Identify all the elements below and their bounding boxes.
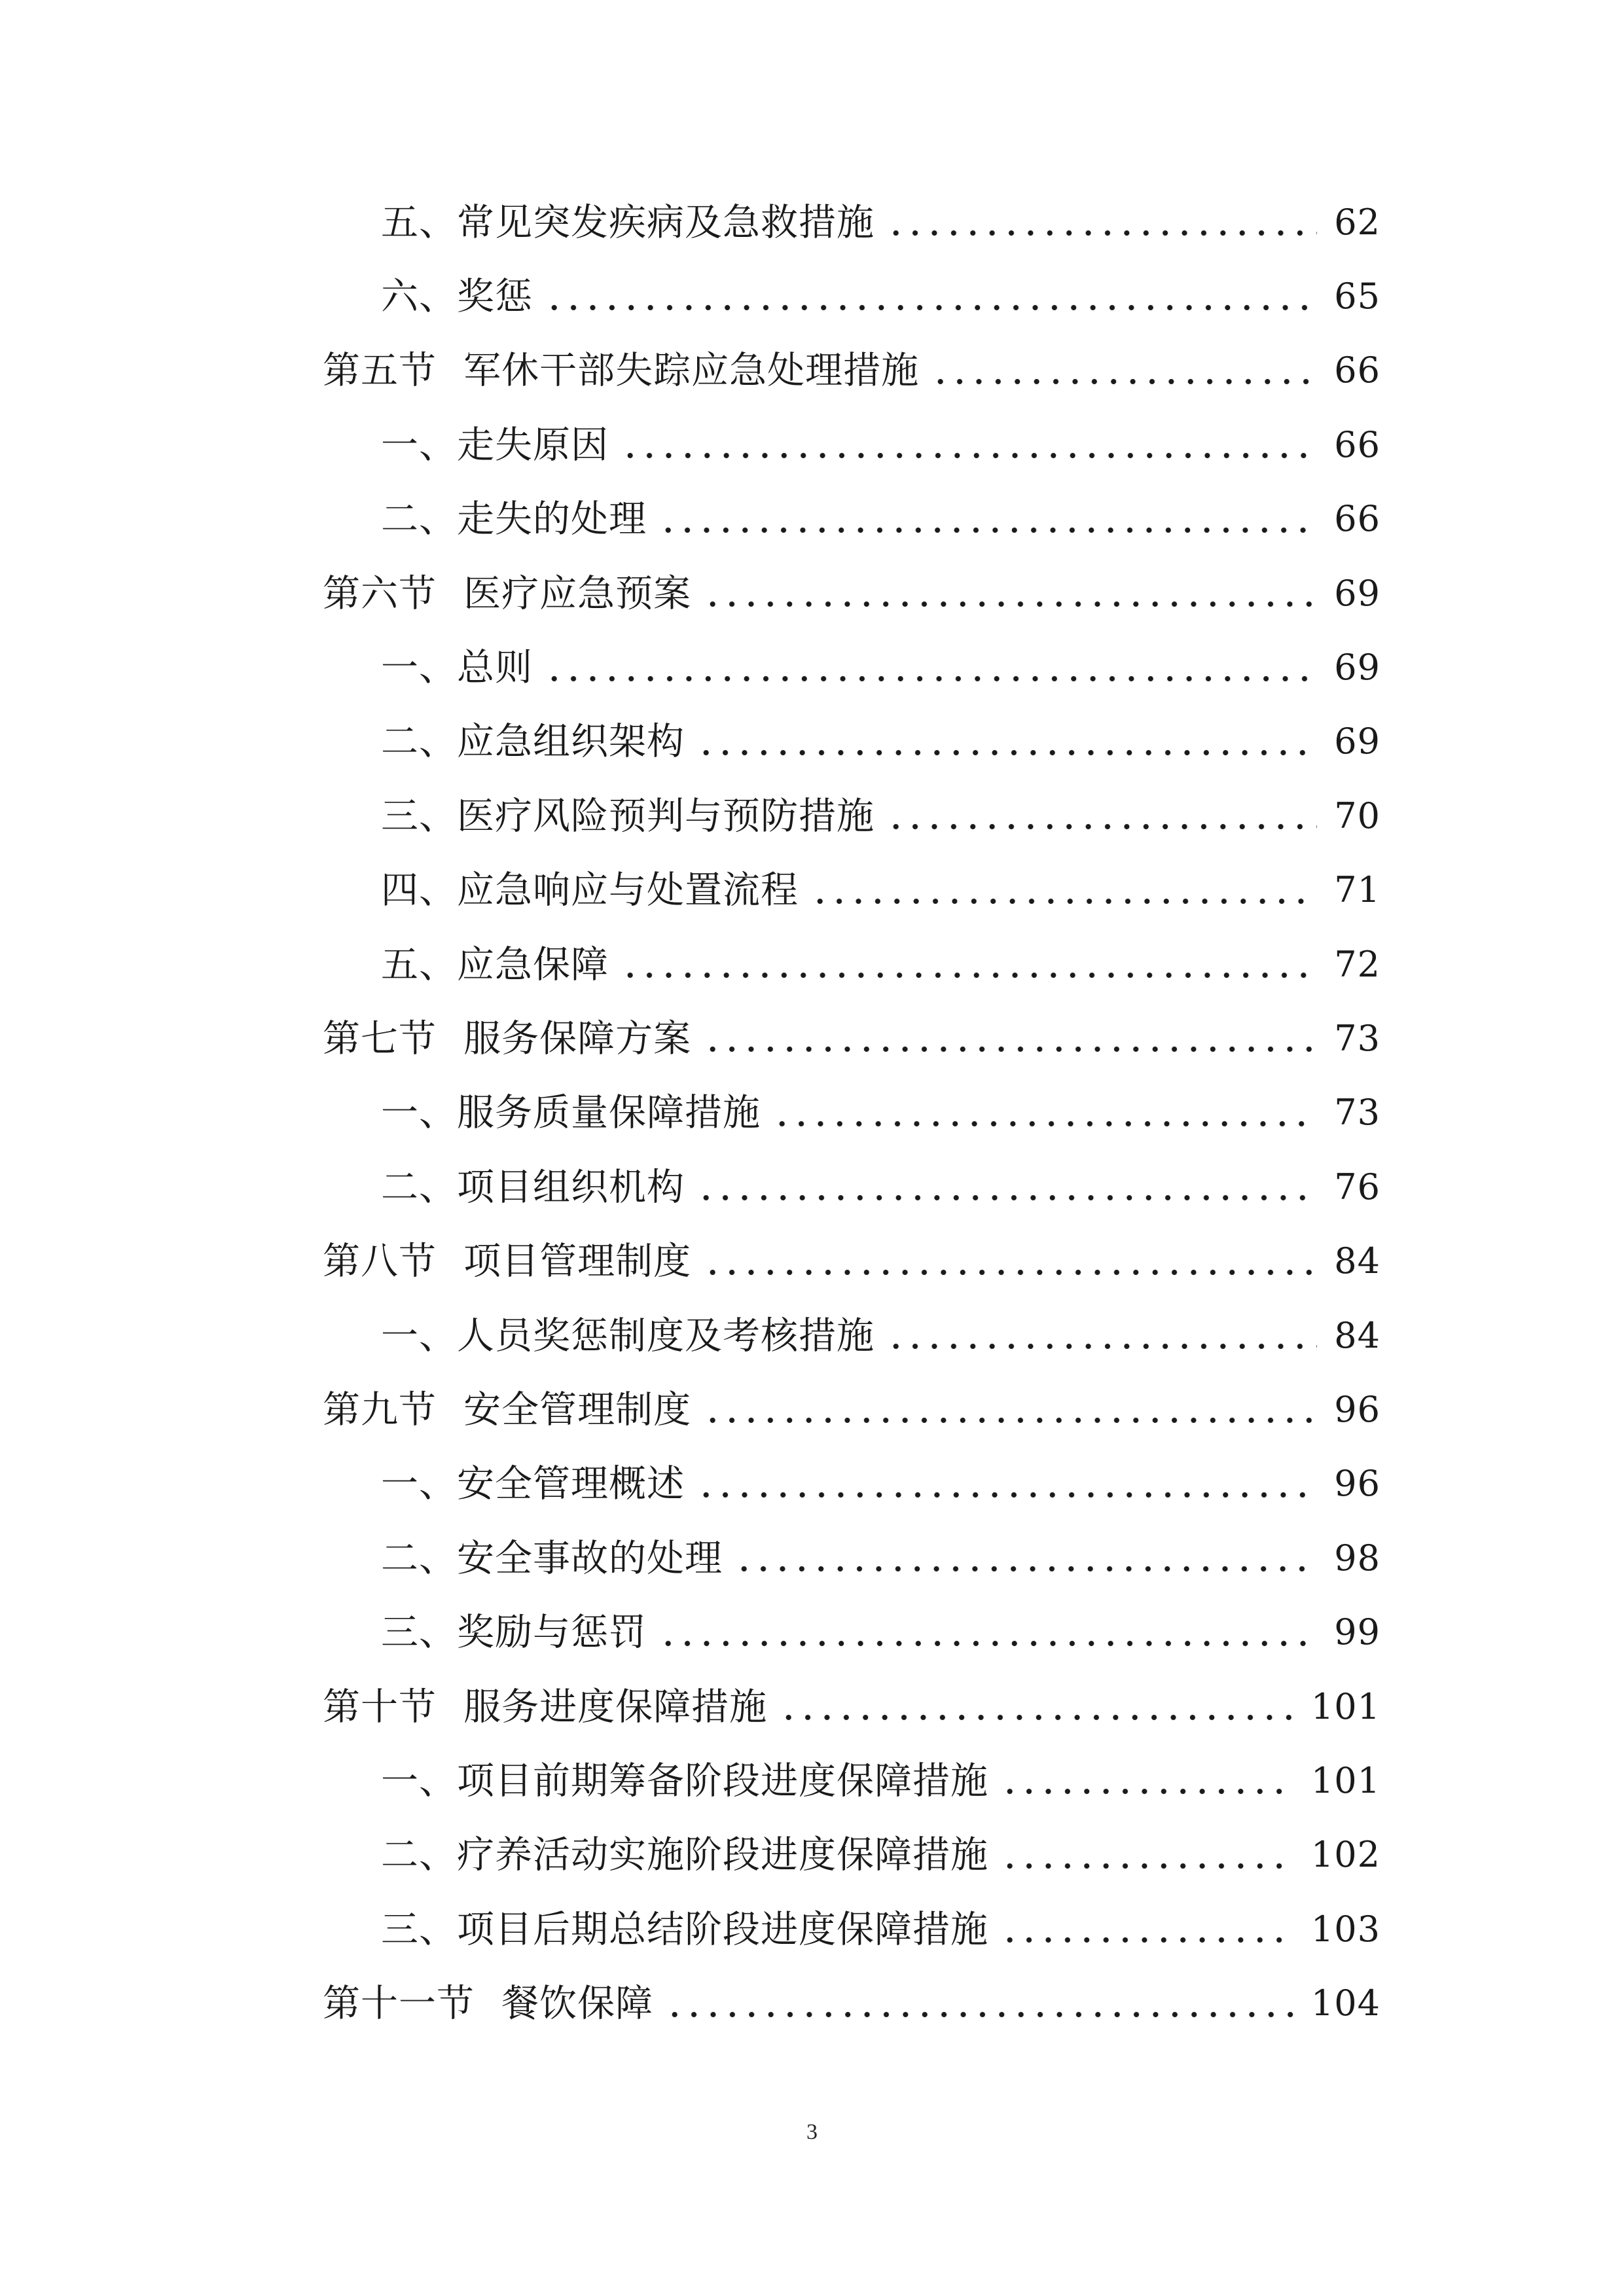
toc-entry-page-number: 66 bbox=[1334, 423, 1380, 465]
toc-entry-title: 五、常见突发疾病及急救措施 bbox=[381, 200, 875, 244]
toc-entry-title: 一、服务质量保障措施 bbox=[381, 1091, 761, 1135]
toc-entry-page-number: 62 bbox=[1334, 201, 1380, 243]
dot-leader bbox=[1000, 1837, 1294, 1874]
dot-leader bbox=[621, 426, 1317, 463]
dot-leader bbox=[703, 575, 1317, 612]
toc-entry-page-number: 96 bbox=[1334, 1388, 1380, 1430]
toc-entry-page-number: 66 bbox=[1334, 498, 1380, 540]
toc-entry-title: 四、应急响应与处置流程 bbox=[381, 869, 799, 912]
toc-entry-page-number: 71 bbox=[1334, 869, 1380, 911]
toc-entry-title: 六、奖惩 bbox=[381, 275, 533, 319]
dot-leader bbox=[931, 352, 1317, 389]
dot-leader bbox=[1000, 1762, 1294, 1799]
toc-entry-title: 一、项目前期筹备阶段进度保障措施 bbox=[381, 1759, 988, 1803]
toc-entry-page-number: 69 bbox=[1334, 572, 1380, 614]
toc-section-entry bbox=[323, 1372, 1380, 1446]
toc-subsection-entry bbox=[323, 853, 1380, 927]
toc-subsection-entry bbox=[323, 1521, 1380, 1595]
toc-entry-page-number: 73 bbox=[1334, 1092, 1380, 1134]
toc-subsection-entry bbox=[323, 482, 1380, 556]
toc-entry-page-number: 102 bbox=[1310, 1834, 1380, 1876]
toc-entry-title: 二、疗养活动实施阶段进度保障措施 bbox=[381, 1833, 988, 1877]
table-of-contents bbox=[323, 185, 1380, 2041]
dot-leader bbox=[545, 649, 1317, 687]
toc-entry-title: 二、走失的处理 bbox=[381, 497, 647, 541]
toc-section-entry bbox=[323, 334, 1380, 408]
toc-subsection-entry bbox=[323, 185, 1380, 259]
dot-leader bbox=[779, 1688, 1294, 1725]
toc-entry-page-number: 99 bbox=[1334, 1611, 1380, 1653]
dot-leader bbox=[886, 1317, 1317, 1354]
toc-subsection-entry bbox=[323, 1818, 1380, 1892]
toc-entry-page-number: 103 bbox=[1310, 1908, 1380, 1950]
toc-entry-title: 二、应急组织架构 bbox=[381, 720, 685, 764]
toc-entry-title: 第七节 服务保障方案 bbox=[323, 1016, 692, 1060]
toc-section-entry bbox=[323, 1670, 1380, 1744]
toc-entry-page-number: 69 bbox=[1334, 647, 1380, 689]
toc-subsection-entry bbox=[323, 259, 1380, 333]
dot-leader bbox=[703, 1391, 1317, 1428]
dot-leader bbox=[703, 1243, 1317, 1280]
dot-leader bbox=[665, 1985, 1294, 2022]
toc-subsection-entry bbox=[323, 1595, 1380, 1669]
toc-entry-page-number: 104 bbox=[1310, 1982, 1380, 2024]
toc-entry-title: 第八节 项目管理制度 bbox=[323, 1240, 692, 1283]
toc-subsection-entry bbox=[323, 408, 1380, 482]
toc-entry-title: 第五节 军休干部失踪应急处理措施 bbox=[323, 349, 920, 393]
toc-entry-page-number: 69 bbox=[1334, 721, 1380, 762]
toc-subsection-entry bbox=[323, 1076, 1380, 1150]
toc-entry-title: 一、安全管理概述 bbox=[381, 1462, 685, 1506]
toc-entry-page-number: 73 bbox=[1334, 1017, 1380, 1059]
toc-entry-title: 第九节 安全管理制度 bbox=[323, 1388, 692, 1431]
toc-section-entry bbox=[323, 1224, 1380, 1298]
toc-entry-title: 第六节 医疗应急预案 bbox=[323, 571, 692, 615]
toc-entry-title: 一、走失原因 bbox=[381, 423, 609, 467]
toc-entry-page-number: 66 bbox=[1334, 350, 1380, 391]
dot-leader bbox=[696, 1465, 1317, 1503]
toc-subsection-entry bbox=[323, 1892, 1380, 1966]
toc-entry-title: 一、总则 bbox=[381, 646, 533, 690]
dot-leader bbox=[734, 1539, 1317, 1577]
toc-subsection-entry bbox=[323, 1447, 1380, 1521]
toc-entry-title: 三、奖励与惩罚 bbox=[381, 1611, 647, 1655]
toc-section-entry bbox=[323, 1966, 1380, 2040]
dot-leader bbox=[696, 723, 1317, 761]
toc-entry-page-number: 84 bbox=[1334, 1314, 1380, 1356]
dot-leader bbox=[772, 1094, 1317, 1132]
dot-leader bbox=[621, 946, 1317, 983]
toc-subsection-entry bbox=[323, 1150, 1380, 1224]
toc-entry-page-number: 101 bbox=[1310, 1685, 1380, 1727]
toc-entry-page-number: 101 bbox=[1310, 1759, 1380, 1801]
toc-subsection-entry bbox=[323, 705, 1380, 779]
dot-leader bbox=[810, 872, 1317, 909]
toc-entry-title: 三、医疗风险预判与预防措施 bbox=[381, 794, 875, 838]
dot-leader bbox=[659, 501, 1317, 538]
toc-section-entry bbox=[323, 556, 1380, 630]
toc-entry-page-number: 96 bbox=[1334, 1463, 1380, 1505]
dot-leader bbox=[696, 1168, 1317, 1206]
toc-entry-title: 第十节 服务进度保障措施 bbox=[323, 1685, 768, 1729]
toc-subsection-entry bbox=[323, 927, 1380, 1001]
dot-leader bbox=[703, 1020, 1317, 1057]
toc-subsection-entry bbox=[323, 1744, 1380, 1818]
toc-entry-page-number: 76 bbox=[1334, 1166, 1380, 1208]
toc-entry-title: 二、项目组织机构 bbox=[381, 1165, 685, 1209]
toc-entry-title: 五、应急保障 bbox=[381, 942, 609, 986]
toc-subsection-entry bbox=[323, 779, 1380, 853]
toc-entry-page-number: 98 bbox=[1334, 1537, 1380, 1579]
toc-entry-page-number: 72 bbox=[1334, 943, 1380, 985]
page-number: 3 bbox=[806, 2120, 818, 2144]
toc-entry-title: 第十一节 餐饮保障 bbox=[323, 1982, 654, 2026]
toc-entry-title: 一、人员奖惩制度及考核措施 bbox=[381, 1314, 875, 1357]
dot-leader bbox=[545, 278, 1317, 315]
toc-section-entry bbox=[323, 1001, 1380, 1075]
toc-entry-page-number: 70 bbox=[1334, 795, 1380, 836]
toc-entry-title: 三、项目后期总结阶段进度保障措施 bbox=[381, 1907, 988, 1951]
toc-entry-title: 二、安全事故的处理 bbox=[381, 1536, 723, 1580]
dot-leader bbox=[886, 204, 1317, 241]
dot-leader bbox=[886, 797, 1317, 834]
dot-leader bbox=[659, 1614, 1317, 1651]
dot-leader bbox=[1000, 1910, 1294, 1948]
toc-subsection-entry bbox=[323, 1299, 1380, 1372]
toc-entry-page-number: 65 bbox=[1334, 276, 1380, 317]
toc-entry-page-number: 84 bbox=[1334, 1240, 1380, 1282]
toc-subsection-entry bbox=[323, 630, 1380, 704]
